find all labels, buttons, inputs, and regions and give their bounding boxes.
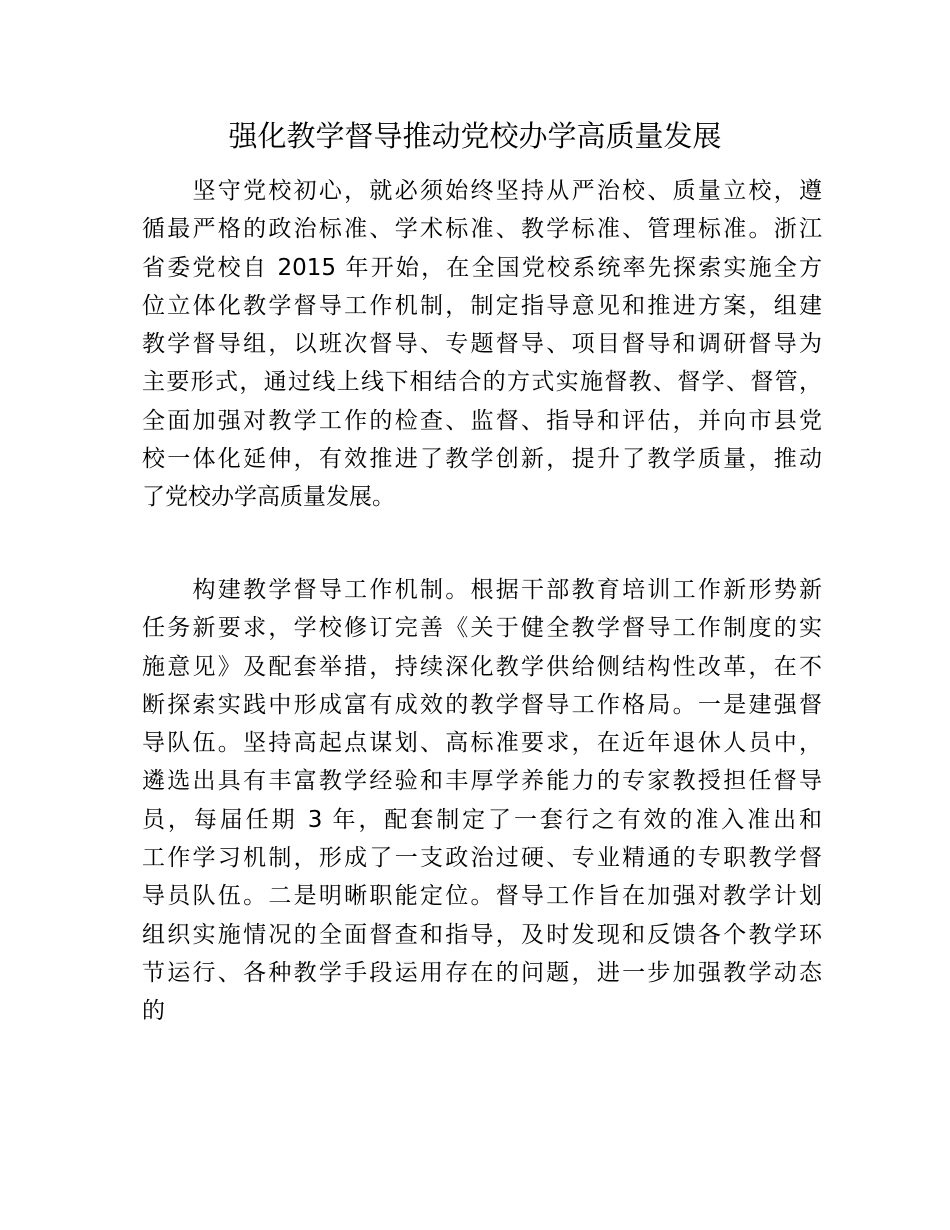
text-line: 施意见》及配套举措，持续深化教学供给侧结构性改革，在不 (142, 653, 822, 680)
text-line: 员，每届任期 3 年，配套制定了一套行之有效的准入准出和 (142, 806, 822, 833)
text-line: 了党校办学高质量发展。 (142, 484, 395, 511)
text-line: 省委党校自 2015 年开始，在全国党校系统率先探索实施全方 (142, 254, 822, 281)
text-line: 循最严格的政治标准、学术标准、教学标准、管理标准。浙江 (142, 216, 822, 243)
paragraph-intro (142, 172, 822, 517)
text-line: 的 (142, 998, 165, 1025)
text-line: 导员队伍。二是明晰职能定位。督导工作旨在加强对教学计划 (142, 883, 822, 910)
text-line: 位立体化教学督导工作机制，制定指导意见和推进方案，组建 (142, 292, 822, 319)
document-title: 强化教学督导推动党校办学高质量发展 (228, 119, 722, 153)
paragraph-mechanism (142, 571, 822, 1031)
text-line: 校一体化延伸，有效推进了教学创新，提升了教学质量，推动 (142, 446, 822, 473)
text-line: 组织实施情况的全面督查和指导，及时发现和反馈各个教学环 (142, 921, 822, 948)
text-line: 工作学习机制，形成了一支政治过硬、专业精通的专职教学督 (142, 845, 822, 872)
text-line: 主要形式，通过线上线下相结合的方式实施督教、督学、督管， (142, 369, 822, 396)
text-line: 遴选出具有丰富教学经验和丰厚学养能力的专家教授担任督导 (142, 768, 822, 795)
text-line: 教学督导组，以班次督导、专题督导、项目督导和调研督导为 (142, 331, 822, 358)
text-line: 任务新要求，学校修订完善《关于健全教学督导工作制度的实 (142, 615, 822, 642)
text-line: 断探索实践中形成富有成效的教学督导工作格局。一是建强督 (142, 691, 822, 718)
text-line: 构建教学督导工作机制。根据干部教育培训工作新形势新 (142, 577, 822, 603)
text-line: 节运行、各种教学手段运用存在的问题，进一步加强教学动态 (142, 959, 822, 986)
text-line: 全面加强对教学工作的检查、监督、指导和评估，并向市县党 (142, 407, 822, 434)
text-line: 导队伍。坚持高起点谋划、高标准要求，在近年退休人员中， (142, 730, 822, 757)
text-line: 坚守党校初心，就必须始终坚持从严治校、质量立校，遵 (142, 178, 822, 204)
